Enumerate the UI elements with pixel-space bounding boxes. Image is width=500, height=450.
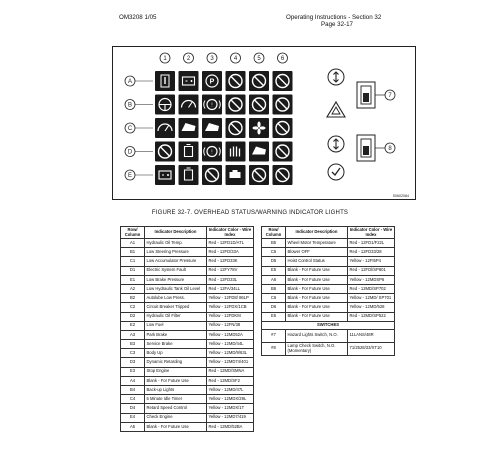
description-cell: Blank - For Future Use <box>286 266 348 275</box>
column-label: 4 <box>233 56 238 63</box>
page-number: Page 32-17 <box>321 21 353 28</box>
description-cell: Body Up <box>145 349 207 358</box>
description-cell: Hydraulic Oil Temp. <box>145 239 207 248</box>
indicator-light-a1 <box>155 71 175 91</box>
table-row <box>262 239 395 248</box>
table-row <box>121 248 254 257</box>
indicator-light-b3 <box>202 95 222 115</box>
color-wire-cell: Red - 12FA/34LL <box>207 284 254 293</box>
table-row <box>262 312 395 321</box>
row-column-cell: A5 <box>121 422 145 431</box>
table-row <box>121 239 254 248</box>
row-column-cell: C2 <box>121 303 145 312</box>
color-wire-cell: Red - 12FDl/SP601 <box>348 266 395 275</box>
color-wire-cell: Red - 12FY78V <box>207 266 254 275</box>
right-header-description: Indicator Description <box>286 227 348 239</box>
description-cell: Blank - For Future Use <box>286 275 348 284</box>
color-wire-cell: Yellow - 12MDX/1T <box>207 404 254 413</box>
indicator-light-d6 <box>273 142 293 162</box>
color-wire-cell: Yellow - 12FI5P4 <box>348 257 395 266</box>
table-row <box>121 294 254 303</box>
column-label: 6 <box>280 56 285 63</box>
table-row <box>262 284 395 293</box>
row-column-cell: A6 <box>262 275 286 284</box>
switch-row <box>262 329 395 342</box>
indicator-light-c4 <box>226 118 246 138</box>
table-row <box>262 275 395 284</box>
left-header-color: Indicator Color - Wire Index <box>207 227 254 239</box>
color-wire-cell: Yellow - 12MD/9/63L <box>207 349 254 358</box>
row-column-cell: E1 <box>121 275 145 284</box>
indicator-light-a6 <box>273 71 293 91</box>
table-row <box>121 330 254 339</box>
indicator-light-e2 <box>179 165 199 185</box>
color-wire-cell: Yellow - 12MD/528 <box>348 303 395 312</box>
table-row <box>262 266 395 275</box>
switch-description-cell: Hazard Lights Switch, N.O. <box>286 329 348 342</box>
description-cell: Blank - For Future Use <box>286 312 348 321</box>
description-cell: Retard Speed Control <box>145 404 207 413</box>
color-wire-cell: Yellow - 12MD7/419 <box>207 413 254 422</box>
color-wire-cell: Red - 12MD/SP522 <box>348 312 395 321</box>
indicator-light-a2 <box>179 71 199 91</box>
description-cell: Low Steering Pressure <box>145 248 207 257</box>
description-cell: Blank - For Future Use <box>286 303 348 312</box>
row-column-cell: D4 <box>121 404 145 413</box>
indicator-light-b1 <box>155 95 175 115</box>
indicator-panel-drawing <box>113 47 417 201</box>
row-column-cell: E3 <box>121 367 145 376</box>
table-row <box>121 422 254 431</box>
description-cell: Circuit Breaker Tripped <box>145 303 207 312</box>
row-column-cell: C1 <box>121 257 145 266</box>
row-label: B <box>127 102 133 109</box>
description-cell: Low Brake Pressure <box>145 275 207 284</box>
table-row <box>262 257 395 266</box>
row-column-cell: A1 <box>121 239 145 248</box>
switch-callout-label: 8 <box>388 146 392 153</box>
indicator-light-b2 <box>179 95 199 115</box>
indicator-light-c2 <box>179 118 199 138</box>
row-column-cell: A4 <box>121 376 145 385</box>
description-cell: Stop Engine <box>145 367 207 376</box>
color-wire-cell: Yellow - 12MD/47L <box>207 386 254 395</box>
indicator-light-a3 <box>202 71 222 91</box>
column-label: 2 <box>186 56 191 63</box>
row-column-cell: D1 <box>121 266 145 275</box>
row-column-cell: C5 <box>262 248 286 257</box>
indicator-light-d2 <box>179 142 199 162</box>
color-wire-cell: Red - 12FD/33A <box>207 248 254 257</box>
column-label: 5 <box>257 56 261 63</box>
doc-id: OM3208 1/05 <box>119 14 157 21</box>
color-wire-cell: Yellow - 12FN/38 <box>207 321 254 330</box>
table-row <box>121 386 254 395</box>
column-label: 1 <box>163 56 167 63</box>
indicator-light-e1 <box>155 165 175 185</box>
figure-caption: FIGURE 32-7. OVERHEAD STATUS/WARNING INDICATOR LIGHTS <box>151 210 349 216</box>
row-column-cell: C3 <box>121 349 145 358</box>
indicator-light-e5 <box>249 165 269 185</box>
color-wire-cell: Yellow - 12MD74/401 <box>207 358 254 367</box>
row-label: D <box>127 149 133 156</box>
right-header-row-column: Row/ Column <box>262 227 286 239</box>
table-row <box>121 312 254 321</box>
section-title: Operating Instructions - Section 32 <box>286 14 382 21</box>
row-column-cell: D6 <box>262 303 286 312</box>
switch-number-cell: #7 <box>262 329 286 342</box>
table-row <box>262 294 395 303</box>
table-row <box>121 367 254 376</box>
indicator-light-e4 <box>226 165 246 185</box>
row-column-cell: B2 <box>121 294 145 303</box>
color-wire-cell: Red - 12FD1/F22L <box>348 239 395 248</box>
description-cell: Blank - For Future Use <box>145 376 207 385</box>
row-column-cell: E2 <box>121 321 145 330</box>
row-column-cell: D5 <box>262 257 286 266</box>
table-row <box>121 340 254 349</box>
row-column-cell: B1 <box>121 248 145 257</box>
switches-heading-row <box>262 321 395 329</box>
row-label: A <box>127 79 133 86</box>
description-cell: Check Engine <box>145 413 207 422</box>
indicator-light-d1 <box>155 142 175 162</box>
color-wire-cell: Red - 12MD/SP702 <box>348 284 395 293</box>
color-wire-cell: Red - 12FD33L <box>207 275 254 284</box>
row-label: E <box>127 173 133 180</box>
color-wire-cell: Red - 12FD33K <box>207 257 254 266</box>
indicator-light-e3 <box>202 165 222 185</box>
drawing-number: S0602084 <box>392 194 409 198</box>
row-column-cell: B4 <box>121 386 145 395</box>
row-column-cell: A3 <box>121 330 145 339</box>
indicator-light-e6 <box>273 165 293 185</box>
svg-text:!: ! <box>211 102 213 109</box>
row-column-cell: B6 <box>262 284 286 293</box>
description-cell: Low Accumulator Pressure <box>145 257 207 266</box>
left-header-description: Indicator Description <box>145 227 207 239</box>
lamp-check-arrows-icon <box>328 136 344 152</box>
indicator-panel <box>112 46 416 200</box>
table-row <box>121 349 254 358</box>
row-label: C <box>127 126 133 133</box>
indicator-light-c3 <box>202 118 222 138</box>
switch-description-cell: Lamp Check Switch, N.O. (Momentary) <box>286 342 348 355</box>
color-wire-cell: Yellow - 12MD/44L <box>207 340 254 349</box>
table-row <box>121 395 254 404</box>
indicator-light-d3 <box>202 142 222 162</box>
description-cell: Low Fuel <box>145 321 207 330</box>
switch-row <box>262 342 395 355</box>
row-column-cell: B3 <box>121 340 145 349</box>
description-cell: Low Hydraulic Tank Oil Level <box>145 284 207 293</box>
color-wire-cell: Yellow - 12MD/ SP701 <box>348 294 395 303</box>
table-row <box>121 284 254 293</box>
table-row <box>121 376 254 385</box>
color-wire-cell: Yellow - 12MDSP6 <box>348 275 395 284</box>
description-cell: Electric System Fault <box>145 266 207 275</box>
description-cell: Blank - For Future Use <box>145 422 207 431</box>
description-cell: Park Brake <box>145 330 207 339</box>
row-column-cell: A2 <box>121 284 145 293</box>
table-row <box>121 321 254 330</box>
color-wire-cell: Yellow - 12FDX/1CB <box>207 303 254 312</box>
left-indicator-table <box>120 226 254 432</box>
color-wire-cell: Red - 12MD/SF2 <box>207 376 254 385</box>
indicator-light-b5 <box>249 95 269 115</box>
hazard-triangle-icon <box>327 102 345 117</box>
color-wire-cell: Red - 12MD/52BA <box>207 422 254 431</box>
description-cell: Blank - For Future Use <box>286 294 348 303</box>
left-header-row-column: Row/ Column <box>121 227 145 239</box>
svg-text:!: ! <box>211 149 213 156</box>
description-cell: Back-up Lights <box>145 386 207 395</box>
row-column-cell: C4 <box>121 395 145 404</box>
table-row <box>121 266 254 275</box>
indicator-light-c6 <box>273 118 293 138</box>
row-column-cell: E5 <box>262 266 286 275</box>
description-cell: Service Brake <box>145 340 207 349</box>
indicator-light-b6 <box>273 95 293 115</box>
switch-wire-cell: 71/2528/33/XT10 <box>348 342 395 355</box>
table-row <box>121 257 254 266</box>
switch-number-cell: #8 <box>262 342 286 355</box>
switch-callout-label: 7 <box>388 93 392 100</box>
row-column-cell: E4 <box>121 413 145 422</box>
row-column-cell: B5 <box>262 239 286 248</box>
description-cell: Blank - For Future Use <box>286 284 348 293</box>
switch-wire-cell: 11LANS/48R <box>348 329 395 342</box>
table-row <box>262 303 395 312</box>
color-wire-cell: Yellow - 12FDKM <box>207 312 254 321</box>
color-wire-cell: Red - 12FD33/28 <box>348 248 395 257</box>
description-cell: Hoist Control Status <box>286 257 348 266</box>
indicator-light-a5 <box>249 71 269 91</box>
description-cell: 5 Minute Idle Timer <box>145 395 207 404</box>
description-cell: Blower OFF <box>286 248 348 257</box>
table-row <box>121 404 254 413</box>
indicator-light-d5 <box>249 142 269 162</box>
color-wire-cell: Yellow - 12MD52A <box>207 330 254 339</box>
switches-heading: SWITCHES <box>262 321 395 329</box>
table-row <box>121 275 254 284</box>
row-column-cell: E6 <box>262 312 286 321</box>
indicator-light-c1 <box>155 118 175 138</box>
table-row <box>121 413 254 422</box>
right-header-color: Indicator Color - Wire Index <box>348 227 395 239</box>
description-cell: Autolube Low Press. <box>145 294 207 303</box>
table-row <box>121 303 254 312</box>
svg-text:P: P <box>209 78 215 86</box>
right-indicator-table <box>261 226 395 356</box>
hazard-switch-arrows-icon <box>328 69 344 85</box>
indicator-light-b4 <box>226 95 246 115</box>
color-wire-cell: Yellow - 12MDX/29L <box>207 395 254 404</box>
row-column-cell: C6 <box>262 294 286 303</box>
description-cell: Hydraulic Oil Filter <box>145 312 207 321</box>
table-row <box>121 358 254 367</box>
lamp-check-icon <box>328 164 344 180</box>
indicator-light-a4 <box>226 71 246 91</box>
color-wire-cell: Yellow - 12FD8/ 86LP <box>207 294 254 303</box>
description-cell: Wheel Motor Temperature <box>286 239 348 248</box>
description-cell: Dynamic Retarding <box>145 358 207 367</box>
color-wire-cell: Red - 12MD/SMNA <box>207 367 254 376</box>
indicator-light-c5 <box>249 118 269 138</box>
indicator-light-d4 <box>226 142 246 162</box>
row-column-cell: D3 <box>121 358 145 367</box>
color-wire-cell: Red - 12FD1D/ATL <box>207 239 254 248</box>
row-column-cell: D2 <box>121 312 145 321</box>
table-row <box>262 248 395 257</box>
column-label: 3 <box>210 56 214 63</box>
